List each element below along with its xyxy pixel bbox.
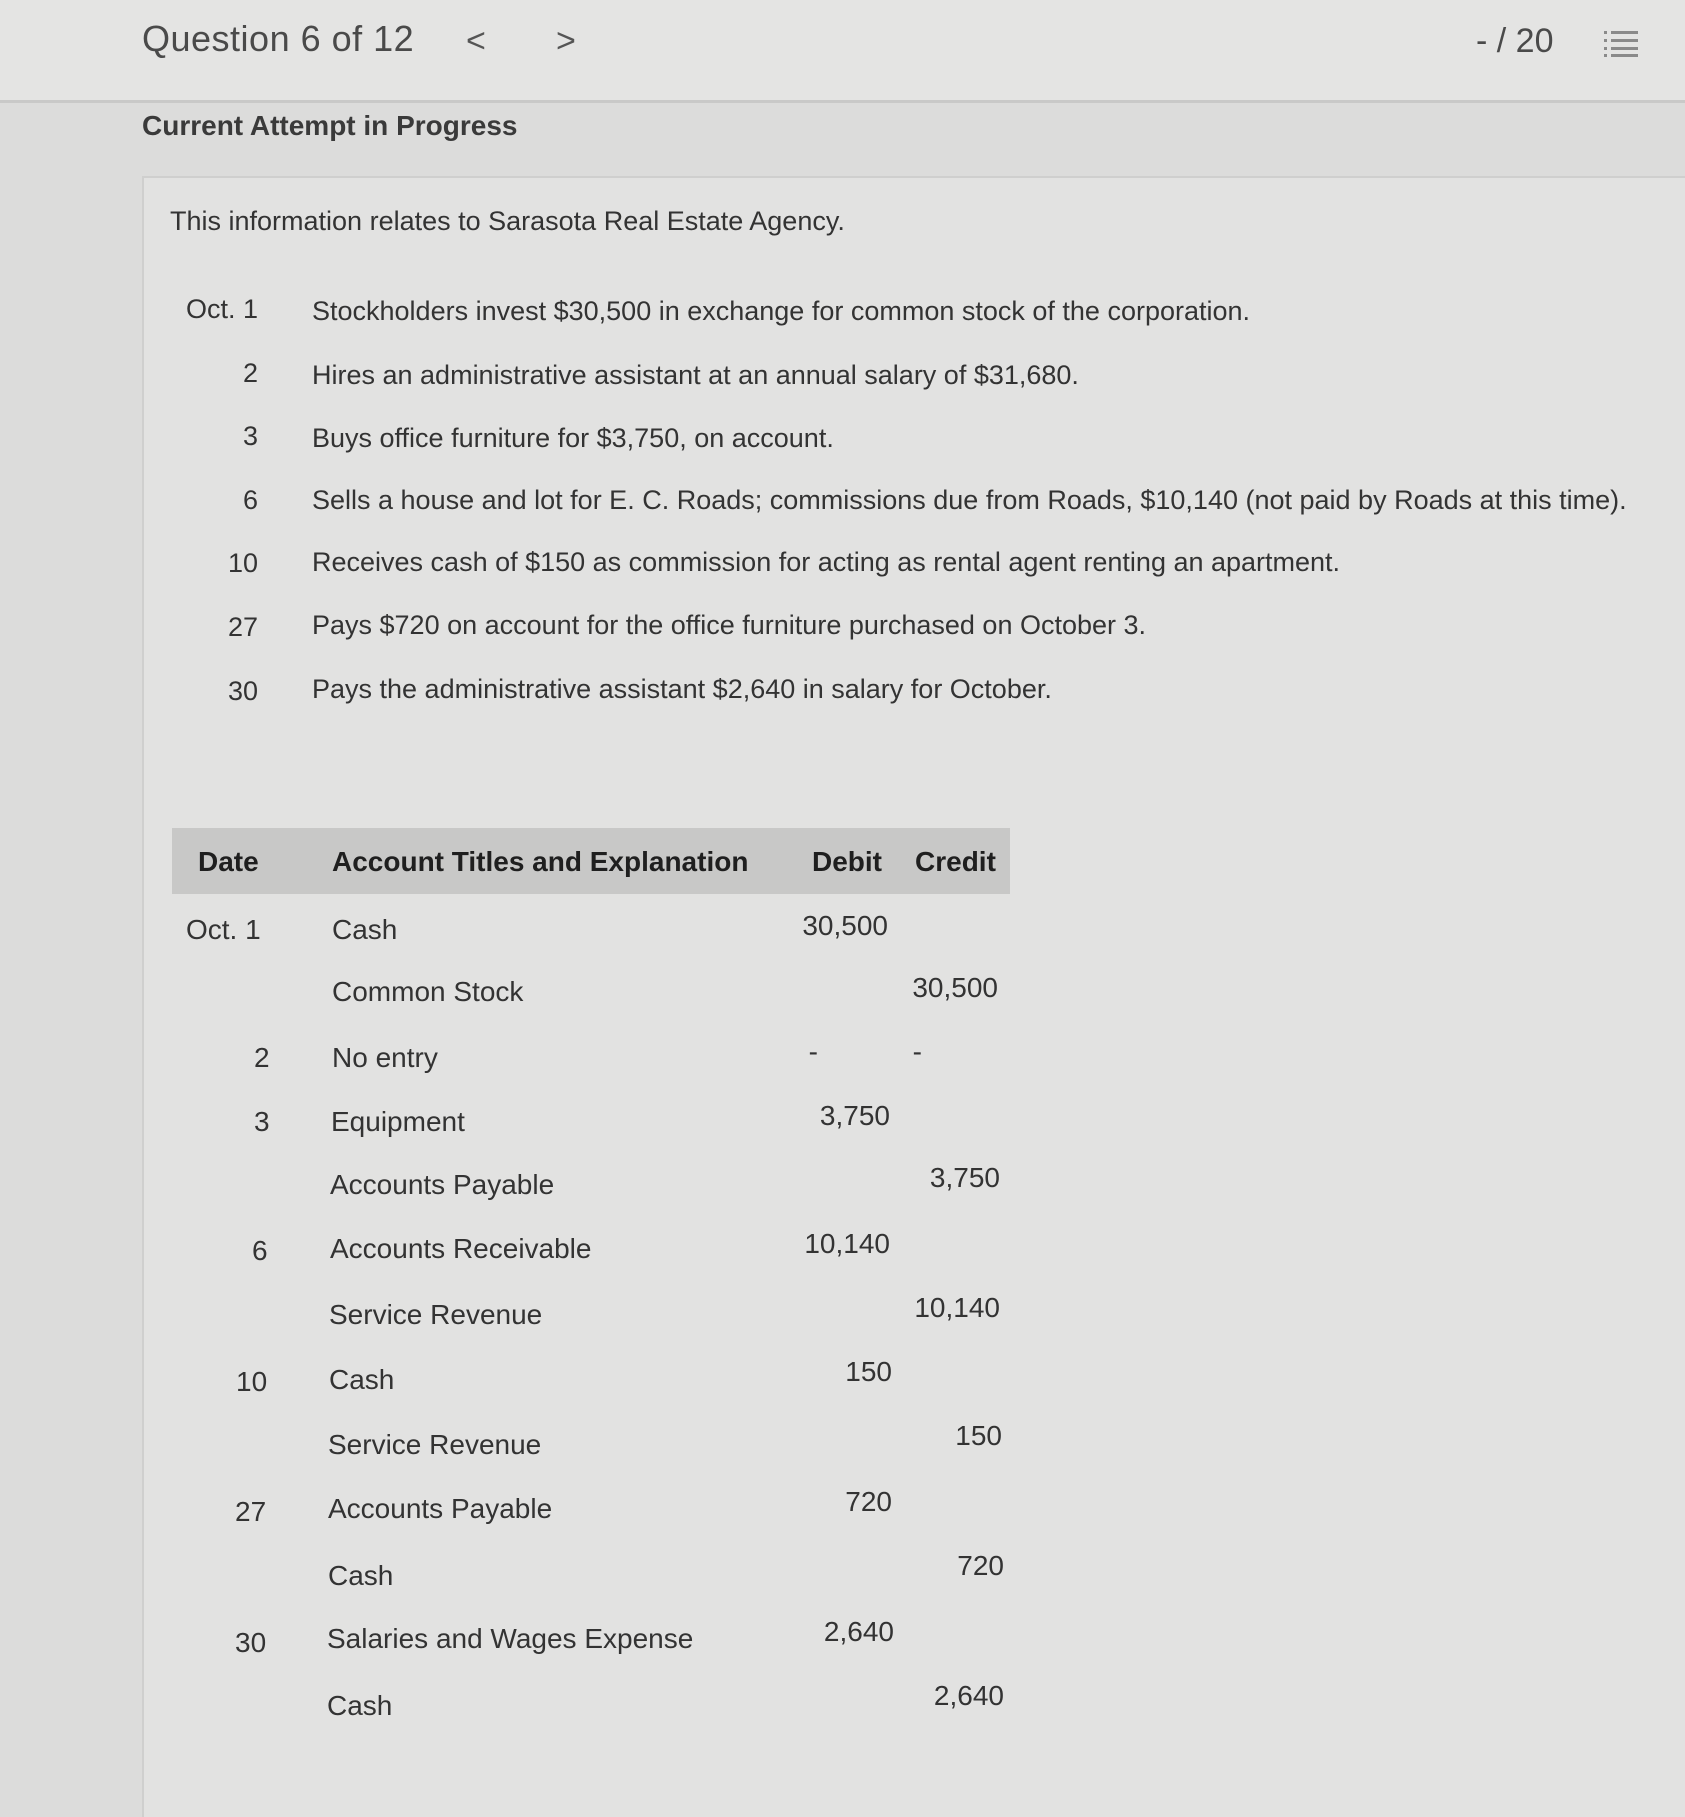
transaction-text: Stockholders invest $30,500 in exchange for common stock of the corporation. [312,296,1251,326]
journal-account: Cash [327,1690,393,1721]
question-counter: Question 6 of 12 [142,18,415,59]
journal-debit: 3,750 [819,1100,890,1131]
journal-date: 27 [235,1496,267,1527]
journal-account: Cash [328,1560,394,1591]
transaction-text: Receives cash of $150 as commission for acting as rental agent renting an apartment. [312,547,1341,577]
journal-account: Service Revenue [329,1299,543,1330]
transaction-text: Hires an administrative assistant at an annual salary of $31,680. [312,360,1079,390]
journal-credit: 720 [957,1550,1004,1581]
transaction-date: 10 [227,548,258,578]
journal-account: Accounts Payable [330,1169,555,1200]
journal-date: 30 [235,1627,267,1658]
journal-debit: 720 [845,1486,892,1517]
question-score: - / 20 [1476,22,1554,60]
journal-debit: 30,500 [802,910,888,941]
journal-credit: 30,500 [912,972,998,1003]
header-account: Account Titles and Explanation [332,846,749,877]
transaction-date: 6 [242,485,258,515]
journal-date: 3 [254,1106,270,1137]
transaction-text: Pays the administrative assistant $2,640 in salary for October. [312,674,1052,704]
journal-credit: - [912,1036,922,1067]
journal-account: Common Stock [332,976,524,1007]
journal-account: No entry [332,1042,438,1073]
header-debit: Debit [812,846,882,877]
journal-account: Service Revenue [328,1429,542,1460]
transaction-text: Buys office furniture for $3,750, on account. [312,423,834,453]
header-credit: Credit [915,846,996,877]
journal-account: Accounts Receivable [330,1233,592,1264]
journal-date: 2 [254,1042,270,1073]
next-question-button[interactable]: > [556,22,576,60]
journal-account: Cash [332,914,398,945]
transaction-date: Oct. 1 [185,294,258,324]
journal-date: 10 [236,1366,268,1397]
question-intro: This information relates to Sarasota Real Estate Agency. [170,206,845,236]
transaction-date: 3 [242,421,258,451]
journal-credit: 10,140 [914,1292,1000,1323]
transaction-date: 27 [227,612,258,642]
journal-account: Equipment [331,1106,465,1137]
transaction-text: Sells a house and lot for E. C. Roads; commissions due from Roads, $10,140 (not paid by Roads at this time). [312,485,1627,515]
attempt-status: Current Attempt in Progress [142,110,518,141]
previous-question-button[interactable]: < [466,22,486,60]
journal-account: Salaries and Wages Expense [327,1623,694,1654]
journal-debit: 2,640 [823,1616,894,1647]
journal-table-header [172,828,1010,894]
question-list-icon[interactable] [1604,30,1638,58]
journal-credit: 2,640 [933,1680,1004,1711]
transaction-date: 30 [227,676,258,706]
journal-credit: 150 [955,1420,1002,1451]
transaction-date: 2 [242,358,258,388]
journal-debit: 150 [845,1356,892,1387]
journal-date: Oct. 1 [186,914,261,945]
question-header [0,0,1685,103]
journal-account: Accounts Payable [328,1493,553,1524]
header-date: Date [198,846,259,877]
journal-account: Cash [329,1364,395,1395]
journal-date: 6 [252,1235,268,1266]
journal-debit: 10,140 [804,1228,890,1259]
journal-debit: - [808,1036,818,1067]
transaction-text: Pays $720 on account for the office furniture purchased on October 3. [312,610,1147,640]
journal-credit: 3,750 [929,1162,1000,1193]
